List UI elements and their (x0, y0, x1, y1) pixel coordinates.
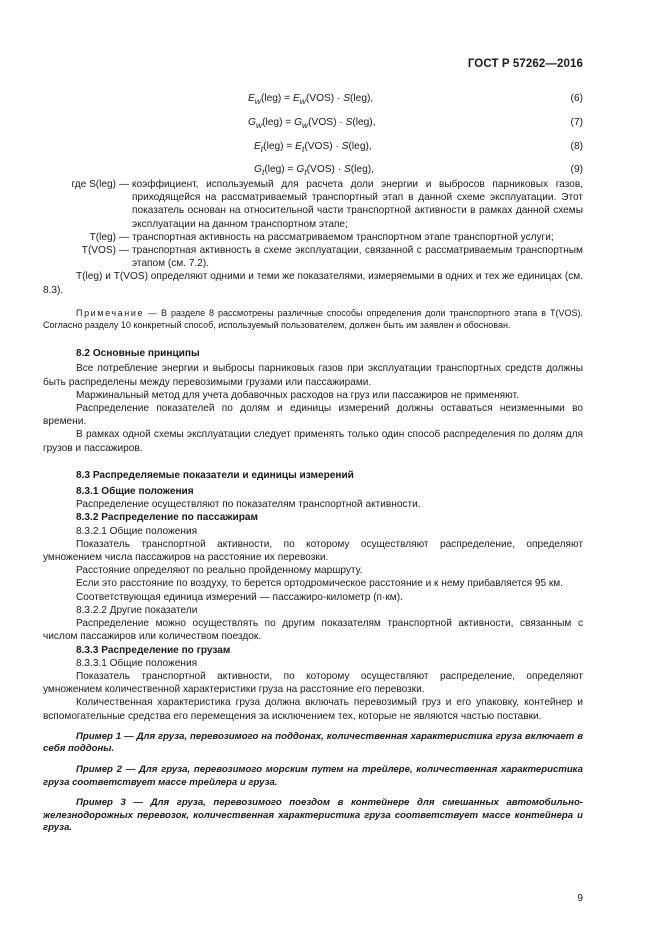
section-8-3-title: 8.3 Распределяемые показатели и единицы измерений (76, 469, 354, 481)
equation-number: (7) (570, 117, 583, 128)
equation-number: (6) (570, 93, 583, 104)
paragraph: Количественная характеристика груза должна включать перевозимый груз и его упаковку, контейнер и вспомогательные средства его перемещения за исключением тех, которые не являются частью поставки. (43, 697, 583, 722)
equation-7 (0, 115, 661, 130)
equation-formula: $E_w(leg) = E_w(VOS) \cdot S(leg)$, (248, 93, 374, 107)
equation-number: (8) (570, 141, 583, 152)
equation-formula: $G_w(leg) = G_w(VOS) \cdot S(leg)$, (248, 117, 376, 131)
section-8-2-title: 8.2 Основные принципы (76, 348, 200, 360)
section-8-3-2-1-title: 8.3.2.1 Общие положения (76, 525, 198, 537)
example-1: Пример 1 — Для груза, перевозимого на поддонах, количественная характеристика груза включает в себя поддоны. (43, 730, 583, 755)
where-item-t-leg: T(leg) — транспортная активность на рассматриваемом транспортном этапе транспортной услуги; (43, 231, 583, 244)
paragraph: В рамках одной схемы эксплуатации следует применять только один способ распределения по долям для грузов и пассажиров. (43, 429, 583, 454)
where-item-s-leg: где S(leg) — коэффициент, используемый для расчета доли энергии и выбросов парниковых газов, приходящейся на рассматриваемый транспортный этап в данной схеме эксплуатации. Этот показатель основан на относительной части транспортной активности в рамках данной схемы эксплуатации на данном транспортном этапе; (43, 178, 583, 231)
section-8-3-3-title: 8.3.3 Распределение по грузам (76, 644, 231, 656)
paragraph: Маржинальный метод для учета добавочных расходов на груз или пассажиров не применяют. (76, 389, 519, 401)
standard-number: ГОСТ Р 57262—2016 (467, 58, 583, 70)
equation-6 (0, 91, 661, 106)
section-8-3-2-2-title: 8.3.2.2 Другие показатели (76, 604, 198, 616)
where-description: транспортная активность на рассматриваемом транспортном этапе транспортной услуги; (132, 231, 554, 243)
note-text: — В разделе 8 рассмотрены различные способы определения доли транспортного этапа в T(VOS). Согласно разделу 10 конкретный способ, используемый пользователем, должен быть им заявлен и обоснован. (43, 307, 583, 331)
where-item-t-vos: T(VOS) — транспортная активность в схеме эксплуатации, связанной с рассматриваемым транспортным этапом (см. 7.2). (43, 244, 583, 270)
document-body (43, 178, 583, 835)
note-label: Примечание (76, 307, 145, 318)
section-8-3-1-title: 8.3.1 Общие положения (76, 486, 194, 498)
equation-8 (0, 139, 661, 154)
paragraph: Расстояние определяют по реально пройденному маршруту. (76, 565, 363, 577)
where-description: коэффициент, используемый для расчета доли энергии и выбросов парниковых газов, приходящейся на рассматриваемый транспортный этап в данной схеме эксплуатации. Этот показатель основан на относительной части транспортной активности в рамках данной схемы эксплуатации на данном транспортном этапе; (132, 179, 583, 230)
note (43, 307, 583, 331)
where-label: T(VOS) (81, 245, 116, 257)
paragraph: Показатель транспортной активности, по которому осуществляют распределение, определяют умножением числа пассажиров на расстояние их перевозки. (43, 538, 583, 564)
where-description: транспортная активность в схеме эксплуатации, связанной с рассматриваемым транспортным этапом (см. 7.2). (132, 245, 583, 270)
paragraph: Все потребление энергии и выбросы парниковых газов при эксплуатации транспортных средств должны быть распределены между перевозимыми грузами или пассажирами. (43, 363, 583, 388)
paragraph: Распределение можно осуществлять по другим показателям транспортной активности, связанным с числом пассажиров или количеством поездок. (43, 618, 583, 643)
example-2: Пример 2 — Для груза, перевозимого морским путем на трейлере, количественная характеристика груза соответствует массе трейлера и груза. (43, 763, 583, 788)
page-number: 9 (577, 893, 583, 904)
equation-number: (9) (570, 164, 583, 175)
paragraph: Показатель транспортной активности, по которому осуществляют распределение, определяют умножением количественной характеристики груза на расстояние его перевозки. (43, 670, 583, 696)
where-note: T(leg) и T(VOS) определяют одними и теми же показателями, измеряемыми в одних и тех же единицах (см. 8.3). (43, 271, 583, 296)
paragraph: Соответствующая единица измерений — пассажиро-километр (п·км). (76, 591, 403, 603)
section-8-3-3-1-title: 8.3.3.1 Общие положения (76, 657, 198, 669)
paragraph: Если это расстояние по воздуху, то берется ортодромическое расстояние и к нему прибавляется 95 км. (76, 578, 564, 590)
section-8-3-2-title: 8.3.2 Распределение по пассажирам (76, 512, 258, 524)
paragraph: Распределение осуществляют по показателям транспортной активности. (76, 499, 421, 511)
equation-formula: $E_t(leg) = E_t(VOS) \cdot S(leg)$, (254, 141, 372, 155)
where-label: T(leg) (89, 231, 116, 243)
where-label: где S(leg) (71, 179, 116, 190)
example-3: Пример 3 — Для груза, перевозимого поездом в контейнере для смешанных автомобильно-железнодорожных перевозок, количественная характеристика груза соответствует массе контейнера и груза. (43, 797, 583, 834)
paragraph: Распределение показателей по долям и единицы измерений должны оставаться неизменными во времени. (43, 403, 583, 428)
equation-9 (0, 162, 661, 177)
equation-formula: $G_t(leg) = G_t(VOS) \cdot S(leg)$, (254, 164, 374, 178)
